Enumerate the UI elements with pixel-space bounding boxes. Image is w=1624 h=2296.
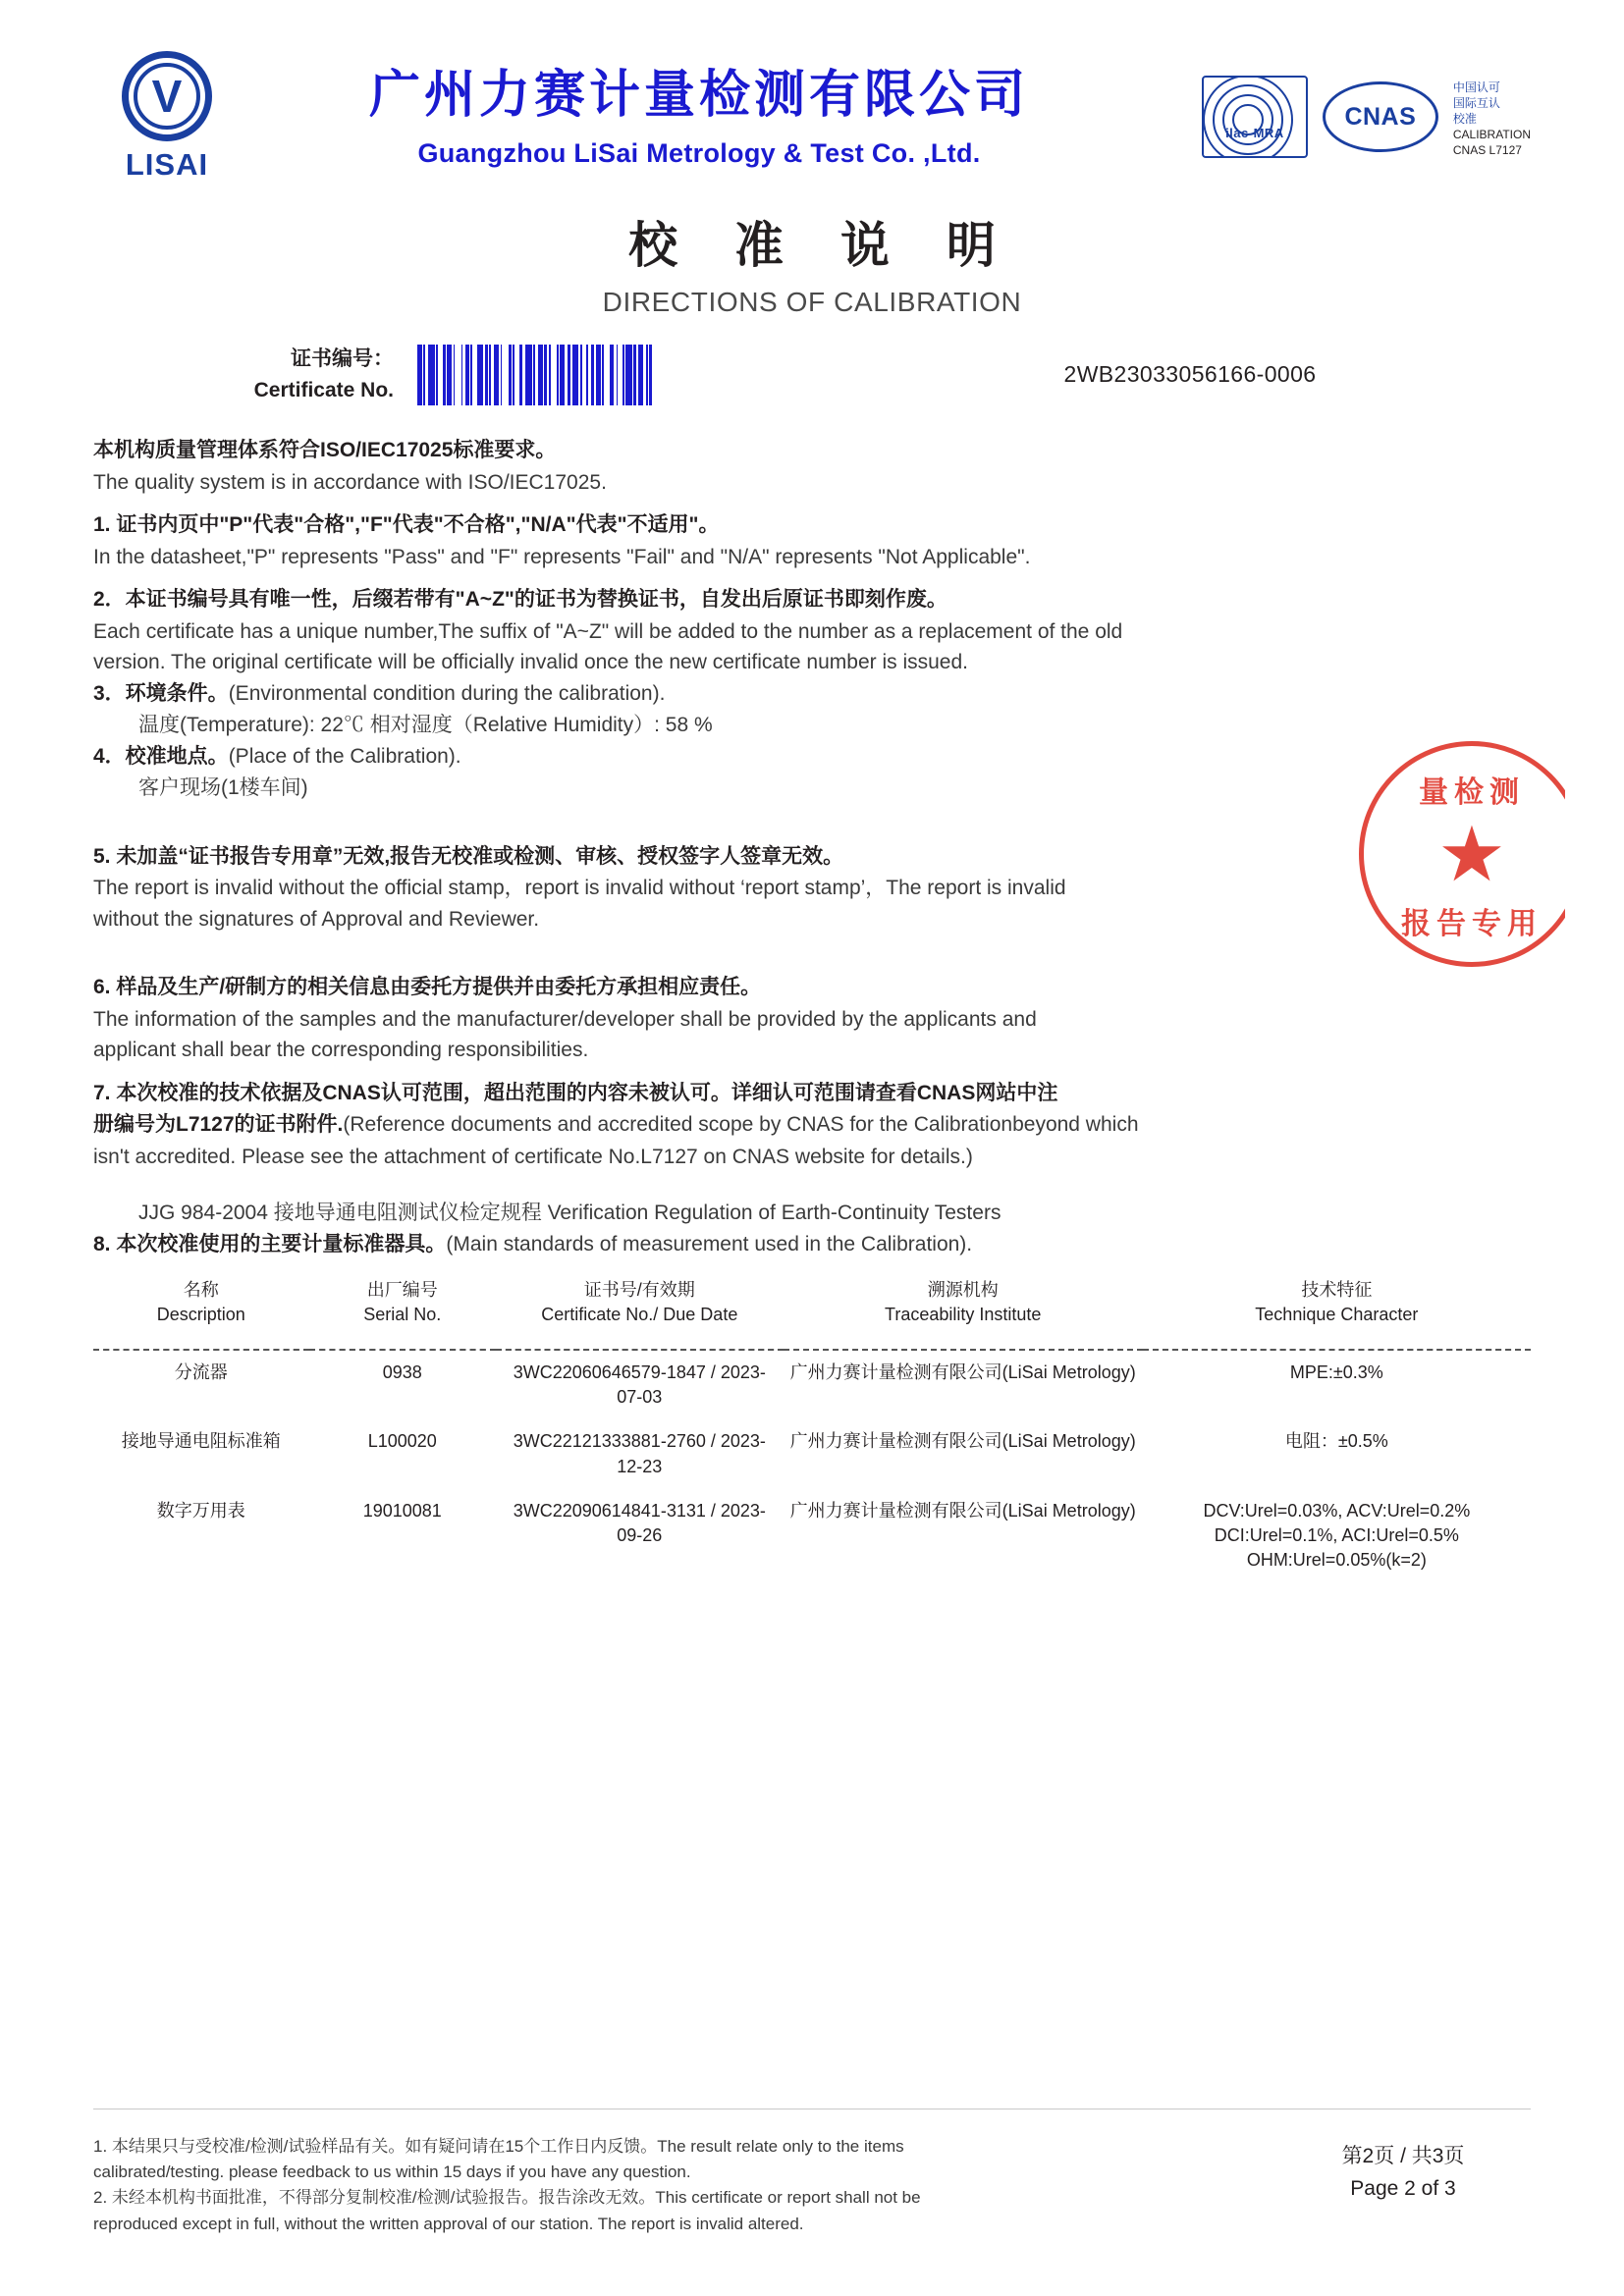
ilac-mra-icon	[1202, 76, 1308, 158]
certificate-number-row	[0, 344, 1624, 405]
item5-cn: 5. 未加盖“证书报告专用章”无效,报告无校准或检测、审核、授权签字人签章无效。	[93, 844, 844, 868]
row-serial-no: 19010081	[362, 1500, 442, 1521]
header-certificate-no	[496, 1274, 784, 1336]
header-certificate-no-cn: 证书号/有效期	[583, 1280, 695, 1301]
row-institute: 广州力赛计量检测有限公司(LiSai Metrology)	[789, 1431, 1136, 1452]
page-number-cn: 第2页 / 共3页	[1341, 2144, 1465, 2167]
item7-line2	[93, 1109, 1531, 1142]
official-stamp	[1359, 741, 1585, 967]
row-certificate-no: 3WC22060646579-1847 / 2023-07-03	[513, 1362, 766, 1408]
item4-en: (Place of the Calibration).	[228, 744, 461, 768]
row-serial-no: 0938	[382, 1362, 422, 1383]
footer-note1-en-line2: calibrated/testing. please feedback to us within 15 days if you have any question.	[93, 2162, 691, 2181]
item8-cn: 8. 本次校准使用的主要计量标准器具。	[93, 1232, 447, 1255]
page-number-block	[1275, 2134, 1531, 2206]
item4-cn: 4．校准地点。	[93, 744, 229, 768]
header-certificate-no-en: Certificate No./ Due Date	[541, 1304, 738, 1324]
document-footer	[93, 2134, 1531, 2237]
header-description-cn: 名称	[183, 1280, 219, 1301]
cnas-info-line3: 校准	[1452, 111, 1477, 126]
row-technique: DCV:Urel=0.03%, ACV:Urel=0.2% DCI:Urel=0.1%, ACI:Urel=0.5% OHM:Urel=0.05%(k=2)	[1203, 1500, 1471, 1571]
stamp-top-text: 量检测	[1419, 776, 1525, 809]
item1-en: In the datasheet,"P" represents "Pass" and "F" represents "Fail" and "N/A" represents "Not Applicable".	[93, 545, 1031, 568]
certificate-label-en: Certificate No.	[253, 378, 394, 401]
certificate-number-value: 2WB23033056166-0006	[1063, 361, 1317, 387]
header-institute	[784, 1274, 1143, 1336]
item6-en-line1: The information of the samples and the manufacturer/developer shall be provided by the applicants and	[93, 1007, 1037, 1031]
table-row	[93, 1419, 1531, 1488]
row-description: 接地导通电阻标准箱	[121, 1431, 281, 1452]
header-technique-cn: 技术特征	[1301, 1280, 1373, 1301]
header-technique-en: Technique Character	[1255, 1304, 1419, 1324]
intro-cn: 本机构质量管理体系符合ISO/IEC17025标准要求。	[93, 439, 557, 461]
item1-cn: 1. 证书内页中"P"代表"合格","F"代表"不合格","N/A"代表"不适用"。	[93, 513, 720, 537]
footer-note1-cn: 1. 本结果只与受校准/检测/试验样品有关。如有疑问请在15个工作日内反馈。	[93, 2136, 658, 2156]
stamp-bottom-text: 报告专用	[1401, 908, 1543, 940]
item4-value: 客户现场(1楼车间)	[138, 776, 308, 800]
company-name-en: Guangzhou LiSai Metrology & Test Co. ,Ltd.	[417, 137, 981, 168]
cnas-accreditation-info	[1453, 76, 1531, 159]
cnas-info-line4: CALIBRATION	[1452, 128, 1531, 142]
cnas-info-line2: 国际互认	[1452, 95, 1500, 110]
row-technique: 电阻：±0.5%	[1284, 1431, 1388, 1452]
page-title-cn: 校 准 说 明	[628, 218, 1017, 273]
table-row	[93, 1350, 1531, 1419]
item3-en: (Environmental condition during the calibration).	[228, 681, 666, 705]
item7-en-line2: (Reference documents and accredited scope by CNAS for the Calibrationbeyond which	[343, 1113, 1139, 1137]
item2-en-line2: version. The original certificate will be officially invalid once the new certificate number is issued.	[93, 651, 968, 674]
item7-en-line3: isn't accredited. Please see the attachment of certificate No.L7127 on CNAS website for details.)	[93, 1145, 973, 1168]
footer-note1-en-line1: The result relate only to the items	[657, 2136, 904, 2156]
header-serial-no-cn: 出厂编号	[366, 1280, 438, 1301]
footer-note2-cn: 2. 未经本机构书面批准，不得部分复制校准/检测/试验报告。报告涂改无效。	[93, 2188, 656, 2208]
cnas-info-line5: CNAS L7127	[1452, 143, 1522, 158]
item3-cn: 3．环境条件。	[93, 681, 229, 705]
header-serial-no-en: Serial No.	[363, 1304, 442, 1324]
item8-en: (Main standards of measurement used in the Calibration).	[446, 1232, 973, 1255]
item7-cn-line1: 7. 本次校准的技术依据及CNAS认可范围，超出范围的内容未被认可。详细认可范围请查看CNAS网站中注	[93, 1081, 1058, 1104]
item5-en-line1: The report is invalid without the official stamp，report is invalid without ‘report stamp’，The report is invalid	[93, 877, 1066, 900]
table-divider-cell	[93, 1336, 1531, 1350]
certificate-number-label	[93, 344, 417, 405]
table-body	[93, 1350, 1531, 1582]
row-institute: 广州力赛计量检测有限公司(LiSai Metrology)	[789, 1362, 1136, 1383]
header-technique	[1143, 1274, 1531, 1336]
table-divider	[93, 1336, 1531, 1350]
table-header-row	[93, 1274, 1531, 1336]
certificate-label-cn: 证书编号：	[291, 347, 394, 370]
item7-cn-line2: 册编号为L7127的证书附件.	[93, 1113, 344, 1137]
item3-heading	[93, 678, 1531, 711]
header-description	[93, 1274, 309, 1336]
item6-en-line2: applicant shall bear the corresponding responsibilities.	[93, 1039, 589, 1062]
ilac-label: ilac-MRA	[1225, 126, 1284, 140]
item6-cn: 6. 样品及生产/研制方的相关信息由委托方提供并由委托方承担相应责任。	[93, 976, 762, 999]
company-name-cn: 广州力赛计量检测有限公司	[368, 67, 1029, 125]
header-serial-no	[309, 1274, 496, 1336]
directions-content	[0, 435, 1624, 1582]
item2-cn: 2．本证书编号具有唯一性，后缀若带有"A~Z"的证书为替换证书，自发出后原证书即刻作废。	[93, 588, 947, 612]
document-header	[0, 0, 1624, 187]
item7-reference: JJG 984-2004 接地导通电阻测试仪检定规程 Verification Regulation of Earth-Continuity Testers	[138, 1201, 1001, 1225]
logo-mark-label: V	[151, 71, 183, 122]
ilac-arcs-icon	[1202, 76, 1302, 158]
row-institute: 广州力赛计量检测有限公司(LiSai Metrology)	[789, 1500, 1136, 1521]
logo-circle-icon	[122, 51, 212, 141]
cnas-label: CNAS	[1344, 102, 1417, 131]
cnas-icon	[1322, 76, 1439, 158]
item5-en-line2: without the signatures of Approval and Reviewer.	[93, 907, 540, 931]
footer-note2-en-line1: This certificate or report shall not be	[655, 2188, 921, 2208]
header-description-en: Description	[156, 1304, 245, 1324]
footer-notes	[93, 2134, 1275, 2237]
item8-heading	[93, 1229, 1531, 1261]
footer-note2	[93, 2185, 1275, 2211]
row-serial-no: L100020	[367, 1431, 437, 1452]
footer-note2-en-line2: reproduced except in full, without the written approval of our station. The report is invalid altered.	[93, 2214, 804, 2233]
page-title-en: DIRECTIONS OF CALIBRATION	[602, 287, 1022, 317]
row-description: 分流器	[174, 1362, 228, 1383]
header-institute-en: Traceability Institute	[885, 1304, 1042, 1324]
footer-note1	[93, 2134, 1275, 2160]
item4-heading	[93, 741, 1531, 774]
item2-en-line1: Each certificate has a unique number,The suffix of "A~Z" will be added to the number as a replacement of the old	[93, 619, 1123, 643]
logo-text-label: LISAI	[125, 147, 209, 182]
table-row	[93, 1489, 1531, 1583]
page-number-en: Page 2 of 3	[1350, 2177, 1456, 2201]
header-institute-cn: 溯源机构	[927, 1280, 999, 1301]
standards-table	[93, 1274, 1531, 1582]
row-technique: MPE:±0.3%	[1289, 1362, 1383, 1383]
company-logo	[93, 51, 241, 183]
page-edge-mask	[1565, 726, 1624, 982]
row-certificate-no: 3WC22121333881-2760 / 2023-12-23	[513, 1431, 766, 1476]
item3-values: 温度(Temperature): 22℃ 相对湿度（Relative Humidity）: 58 %	[138, 714, 713, 737]
certificate-barcode	[417, 345, 830, 405]
cnas-info-line1: 中国认可	[1452, 80, 1500, 94]
intro-en: The quality system is in accordance with ISO/IEC17025.	[93, 470, 607, 494]
stamp-star-icon: ★	[1437, 811, 1506, 897]
accreditation-logos	[1148, 76, 1531, 159]
row-certificate-no: 3WC22090614841-3131 / 2023-09-26	[513, 1500, 766, 1545]
row-description: 数字万用表	[156, 1500, 245, 1521]
company-name-block	[241, 65, 1148, 168]
